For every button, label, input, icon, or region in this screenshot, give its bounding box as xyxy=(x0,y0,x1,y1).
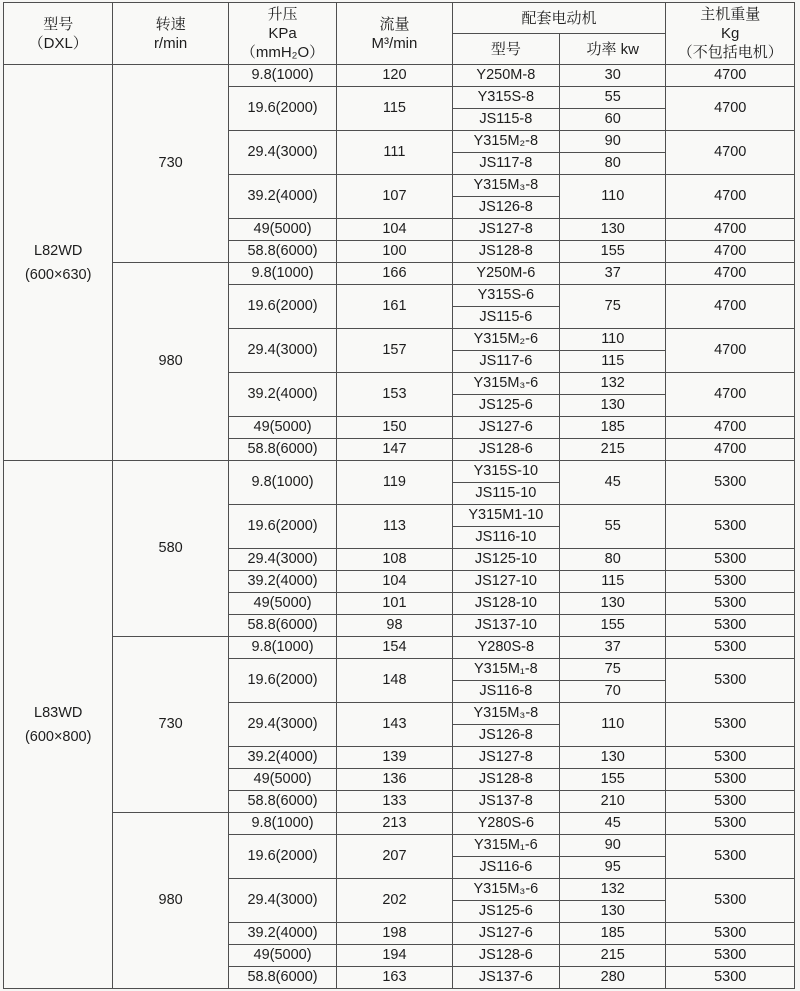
header-row-1 xyxy=(4,3,795,34)
power-cell: 37 xyxy=(560,637,666,659)
weight-cell: 4700 xyxy=(666,219,795,241)
header-model-line1: 型号 xyxy=(43,15,74,33)
model-size: (600×800) xyxy=(24,728,92,745)
flow-cell: 133 xyxy=(337,791,452,813)
motor-model-cell: JS137-6 xyxy=(452,967,559,989)
weight-cell: 5300 xyxy=(666,615,795,637)
model-cell xyxy=(4,65,113,461)
pressure-cell: 19.6(2000) xyxy=(228,659,336,703)
pressure-cell: 19.6(2000) xyxy=(228,285,336,329)
power-cell: 37 xyxy=(560,263,666,285)
flow-cell: 108 xyxy=(337,549,452,571)
power-cell: 110 xyxy=(560,329,666,351)
motor-model-cell: Y315M₃-6 xyxy=(452,879,559,901)
motor-model-cell: Y315M1-10 xyxy=(452,505,559,527)
motor-model-cell: Y280S-6 xyxy=(452,813,559,835)
model-name: L82WD xyxy=(34,242,83,259)
pressure-cell: 49(5000) xyxy=(228,593,336,615)
power-cell: 75 xyxy=(560,659,666,681)
weight-cell: 5300 xyxy=(666,637,795,659)
pressure-cell: 29.4(3000) xyxy=(228,879,336,923)
flow-cell: 104 xyxy=(337,571,452,593)
header-motor-power: 功率 kw xyxy=(560,34,666,65)
power-cell: 215 xyxy=(560,945,666,967)
weight-cell: 5300 xyxy=(666,945,795,967)
power-cell: 115 xyxy=(560,571,666,593)
weight-cell: 5300 xyxy=(666,703,795,747)
pressure-cell: 29.4(3000) xyxy=(228,703,336,747)
power-cell: 132 xyxy=(560,373,666,395)
motor-model-cell: Y315S-10 xyxy=(452,461,559,483)
power-cell: 110 xyxy=(560,175,666,219)
header-weight xyxy=(666,3,795,65)
flow-cell: 198 xyxy=(337,923,452,945)
flow-cell: 157 xyxy=(337,329,452,373)
power-cell: 80 xyxy=(560,153,666,175)
header-motor-model: 型号 xyxy=(452,34,559,65)
weight-cell: 5300 xyxy=(666,879,795,923)
header-pressure xyxy=(228,3,336,65)
motor-model-cell: JS127-6 xyxy=(452,923,559,945)
weight-cell: 5300 xyxy=(666,835,795,879)
header-model xyxy=(4,3,113,65)
flow-cell: 113 xyxy=(337,505,452,549)
motor-model-cell: Y315M₃-6 xyxy=(452,373,559,395)
power-cell: 110 xyxy=(560,703,666,747)
pressure-cell: 9.8(1000) xyxy=(228,461,336,505)
power-cell: 30 xyxy=(560,65,666,87)
flow-cell: 161 xyxy=(337,285,452,329)
model-cell xyxy=(4,461,113,989)
motor-model-cell: JS127-8 xyxy=(452,747,559,769)
speed-cell: 580 xyxy=(113,461,228,637)
pressure-cell: 29.4(3000) xyxy=(228,329,336,373)
header-weight-line2: Kg xyxy=(721,25,740,42)
motor-model-cell: JS125-10 xyxy=(452,549,559,571)
flow-cell: 115 xyxy=(337,87,452,131)
power-cell: 130 xyxy=(560,593,666,615)
power-cell: 210 xyxy=(560,791,666,813)
speed-cell: 980 xyxy=(113,263,228,461)
flow-cell: 98 xyxy=(337,615,452,637)
pressure-cell: 49(5000) xyxy=(228,219,336,241)
flow-cell: 154 xyxy=(337,637,452,659)
pressure-cell: 39.2(4000) xyxy=(228,747,336,769)
motor-model-cell: JS126-8 xyxy=(452,725,559,747)
flow-cell: 120 xyxy=(337,65,452,87)
header-model-line2: （DXL） xyxy=(28,34,88,52)
motor-model-cell: Y315M₁-6 xyxy=(452,835,559,857)
flow-cell: 139 xyxy=(337,747,452,769)
weight-cell: 5300 xyxy=(666,461,795,505)
pressure-cell: 49(5000) xyxy=(228,945,336,967)
weight-cell: 5300 xyxy=(666,505,795,549)
motor-model-cell: JS125-6 xyxy=(452,901,559,923)
power-cell: 55 xyxy=(560,505,666,549)
motor-model-cell: JS127-10 xyxy=(452,571,559,593)
pressure-cell: 58.8(6000) xyxy=(228,241,336,263)
power-cell: 45 xyxy=(560,813,666,835)
pressure-cell: 49(5000) xyxy=(228,769,336,791)
header-flow-line2: M³/min xyxy=(371,34,418,52)
motor-model-cell: JS127-6 xyxy=(452,417,559,439)
power-cell: 130 xyxy=(560,901,666,923)
pressure-cell: 39.2(4000) xyxy=(228,923,336,945)
power-cell: 45 xyxy=(560,461,666,505)
header-speed-line1: 转速 xyxy=(155,15,186,33)
weight-cell: 5300 xyxy=(666,593,795,615)
motor-model-cell: JS116-10 xyxy=(452,527,559,549)
pressure-cell: 58.8(6000) xyxy=(228,791,336,813)
motor-model-cell: Y250M-6 xyxy=(452,263,559,285)
motor-model-cell: JS115-6 xyxy=(452,307,559,329)
power-cell: 55 xyxy=(560,87,666,109)
weight-cell: 5300 xyxy=(666,923,795,945)
motor-model-cell: JS128-10 xyxy=(452,593,559,615)
motor-model-cell: Y315S-8 xyxy=(452,87,559,109)
pressure-cell: 49(5000) xyxy=(228,417,336,439)
weight-cell: 4700 xyxy=(666,329,795,373)
power-cell: 80 xyxy=(560,549,666,571)
motor-model-cell: Y315M₂-6 xyxy=(452,329,559,351)
weight-cell: 4700 xyxy=(666,373,795,417)
power-cell: 90 xyxy=(560,131,666,153)
flow-cell: 136 xyxy=(337,769,452,791)
flow-cell: 166 xyxy=(337,263,452,285)
power-cell: 70 xyxy=(560,681,666,703)
header-flow-line1: 流量 xyxy=(379,15,410,33)
pressure-cell: 29.4(3000) xyxy=(228,131,336,175)
power-cell: 215 xyxy=(560,439,666,461)
header-speed xyxy=(113,3,228,65)
weight-cell: 4700 xyxy=(666,175,795,219)
motor-model-cell: JS117-8 xyxy=(452,153,559,175)
flow-cell: 153 xyxy=(337,373,452,417)
pressure-cell: 39.2(4000) xyxy=(228,175,336,219)
flow-cell: 143 xyxy=(337,703,452,747)
weight-cell: 5300 xyxy=(666,813,795,835)
pressure-cell: 9.8(1000) xyxy=(228,637,336,659)
power-cell: 60 xyxy=(560,109,666,131)
weight-cell: 5300 xyxy=(666,967,795,989)
flow-cell: 147 xyxy=(337,439,452,461)
table-row xyxy=(4,813,795,835)
flow-cell: 119 xyxy=(337,461,452,505)
header-pressure-line1: 升压 xyxy=(267,6,298,23)
flow-cell: 100 xyxy=(337,241,452,263)
weight-cell: 4700 xyxy=(666,263,795,285)
header-speed-line2: r/min xyxy=(153,34,188,52)
weight-cell: 4700 xyxy=(666,87,795,131)
motor-model-cell: JS128-8 xyxy=(452,769,559,791)
power-cell: 90 xyxy=(560,835,666,857)
motor-model-cell: JS125-6 xyxy=(452,395,559,417)
flow-cell: 101 xyxy=(337,593,452,615)
flow-cell: 111 xyxy=(337,131,452,175)
header-pressure-line2: KPa xyxy=(268,25,297,42)
motor-model-cell: JS128-8 xyxy=(452,241,559,263)
power-cell: 130 xyxy=(560,395,666,417)
weight-cell: 4700 xyxy=(666,65,795,87)
weight-cell: 5300 xyxy=(666,769,795,791)
flow-cell: 207 xyxy=(337,835,452,879)
flow-cell: 150 xyxy=(337,417,452,439)
motor-model-cell: Y250M-8 xyxy=(452,65,559,87)
flow-cell: 148 xyxy=(337,659,452,703)
pressure-cell: 19.6(2000) xyxy=(228,835,336,879)
power-cell: 130 xyxy=(560,219,666,241)
spec-table xyxy=(3,2,795,989)
pressure-cell: 9.8(1000) xyxy=(228,263,336,285)
power-cell: 280 xyxy=(560,967,666,989)
speed-cell: 980 xyxy=(113,813,228,989)
model-name: L83WD xyxy=(34,704,83,721)
power-cell: 75 xyxy=(560,285,666,329)
table-row xyxy=(4,65,795,87)
power-cell: 155 xyxy=(560,615,666,637)
power-cell: 185 xyxy=(560,417,666,439)
header-motor-group: 配套电动机 xyxy=(452,3,666,34)
pressure-cell: 39.2(4000) xyxy=(228,373,336,417)
table-row xyxy=(4,263,795,285)
weight-cell: 5300 xyxy=(666,571,795,593)
pressure-cell: 58.8(6000) xyxy=(228,967,336,989)
motor-model-cell: JS126-8 xyxy=(452,197,559,219)
pressure-cell: 19.6(2000) xyxy=(228,505,336,549)
power-cell: 185 xyxy=(560,923,666,945)
table-row xyxy=(4,637,795,659)
header-flow xyxy=(337,3,452,65)
flow-cell: 194 xyxy=(337,945,452,967)
pressure-cell: 39.2(4000) xyxy=(228,571,336,593)
motor-model-cell: Y280S-8 xyxy=(452,637,559,659)
motor-model-cell: Y315M₁-8 xyxy=(452,659,559,681)
power-cell: 155 xyxy=(560,241,666,263)
speed-cell: 730 xyxy=(113,65,228,263)
motor-model-cell: JS117-6 xyxy=(452,351,559,373)
weight-cell: 4700 xyxy=(666,417,795,439)
motor-model-cell: Y315M₃-8 xyxy=(452,175,559,197)
pressure-cell: 58.8(6000) xyxy=(228,439,336,461)
motor-model-cell: JS128-6 xyxy=(452,945,559,967)
weight-cell: 4700 xyxy=(666,241,795,263)
motor-model-cell: JS116-8 xyxy=(452,681,559,703)
power-cell: 155 xyxy=(560,769,666,791)
motor-model-cell: Y315M₃-8 xyxy=(452,703,559,725)
weight-cell: 4700 xyxy=(666,131,795,175)
header-weight-line3: （不包括电机） xyxy=(677,44,783,61)
motor-model-cell: JS116-6 xyxy=(452,857,559,879)
flow-cell: 163 xyxy=(337,967,452,989)
motor-model-cell: JS115-8 xyxy=(452,109,559,131)
power-cell: 115 xyxy=(560,351,666,373)
pressure-cell: 9.8(1000) xyxy=(228,813,336,835)
pressure-cell: 58.8(6000) xyxy=(228,615,336,637)
pressure-cell: 9.8(1000) xyxy=(228,65,336,87)
pressure-cell: 19.6(2000) xyxy=(228,87,336,131)
weight-cell: 5300 xyxy=(666,747,795,769)
pressure-cell: 29.4(3000) xyxy=(228,549,336,571)
motor-model-cell: JS137-8 xyxy=(452,791,559,813)
motor-model-cell: JS115-10 xyxy=(452,483,559,505)
motor-model-cell: Y315S-6 xyxy=(452,285,559,307)
header-pressure-line3: （mmH₂O） xyxy=(240,44,325,61)
power-cell: 95 xyxy=(560,857,666,879)
power-cell: 132 xyxy=(560,879,666,901)
motor-model-cell: JS128-6 xyxy=(452,439,559,461)
flow-cell: 213 xyxy=(337,813,452,835)
motor-model-cell: Y315M₂-8 xyxy=(452,131,559,153)
flow-cell: 104 xyxy=(337,219,452,241)
flow-cell: 202 xyxy=(337,879,452,923)
power-cell: 130 xyxy=(560,747,666,769)
header-weight-line1: 主机重量 xyxy=(700,6,761,23)
table-row xyxy=(4,461,795,483)
flow-cell: 107 xyxy=(337,175,452,219)
weight-cell: 4700 xyxy=(666,285,795,329)
motor-model-cell: JS137-10 xyxy=(452,615,559,637)
weight-cell: 5300 xyxy=(666,659,795,703)
model-size: (600×630) xyxy=(24,266,92,283)
weight-cell: 5300 xyxy=(666,791,795,813)
weight-cell: 5300 xyxy=(666,549,795,571)
speed-cell: 730 xyxy=(113,637,228,813)
motor-model-cell: JS127-8 xyxy=(452,219,559,241)
weight-cell: 4700 xyxy=(666,439,795,461)
